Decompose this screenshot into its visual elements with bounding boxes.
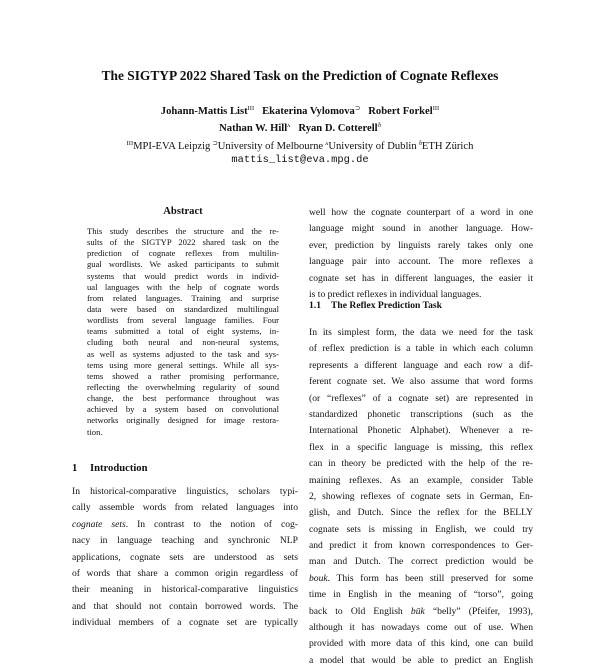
text-line: standardized phonetic transcriptions (such as the [309,408,533,420]
affiliation [325,141,417,152]
emphasized-term: bouk [309,572,328,584]
contact-email: mattis_list@eva.mpg.de [231,154,369,166]
right-column-text [309,205,533,303]
text-line: from related languages. Training and surprise [87,292,279,303]
text-line: tems showed a rather promising performance, [87,370,279,381]
affiliation [419,141,474,152]
text-line: prediction of cognate reflexes from multilin- [87,248,279,259]
text-line: ever, prediction by linguists rarely takes only one [309,239,533,251]
author-name: Robert Forkel$^{III}$ [368,105,440,117]
affiliation-name: ETH Zürich [421,141,474,152]
text-line: maining reflexes. As an example, consider Table [309,474,533,486]
emphasized-term: būk [410,605,425,617]
text-line: and predict it from known correspondences to Ger- [309,540,533,552]
affiliation-mark: III [126,140,134,147]
affiliation-mark: ⊃ [212,140,218,147]
reflex-task-text [309,325,533,669]
affiliation-mark: ð [377,122,381,129]
text-line: networks originally designed for image restora- [87,415,279,426]
text-line: nacy in language teaching and synchronic NLP [72,535,298,547]
affiliation-name: MPI-EVA Leipzig [133,141,211,152]
text-line: glish, and Dutch. Since the reflex for the BELLY [309,507,533,519]
text-line: cluding both neural and non-neural systems, [87,337,279,348]
subsection-reflex-prediction-heading [309,300,442,311]
affiliation-mark: ʌ [287,122,291,129]
text-line: of reflex prediction is a table in which each column [309,343,533,355]
paper-title: The SIGTYP 2022 Shared Task on the Prediction of Cognate Reflexes [101,68,499,83]
author-name: Ekaterina Vylomova⊃ [262,105,361,117]
text-line: provided with more data of this kind, one can build [309,638,533,650]
text-line: although it has nowadays come out of use. When [309,622,533,634]
text-line: well how the cognate counterpart of a word in one [309,207,533,218]
text-line: man and Dutch. The correct prediction would be [309,556,533,568]
text-line: back to Old English būk “belly” (Pfeifer, 1993), [309,605,533,617]
text-line: ferent cognate set. We also assume that word forms [309,376,533,388]
text-line: In its simplest form, the data we need for the task [309,327,533,338]
text-line: represents a different language and each row a dif- [309,359,533,371]
text-line: In historical-comparative linguistics, scholars typi- [72,486,298,497]
text-line: as well as systems adjusted to the task and sys- [87,348,279,359]
text-line: is to predict reflexes in individual languages. [309,288,482,300]
text-line: sults of the SIGTYP 2022 shared task on the [87,237,279,248]
text-line: wordlists from several language families. Four [87,315,279,326]
text-line: a model that would be able to predict an English [309,654,533,666]
text-line: of words that share a common origin regardless of [72,567,298,579]
affiliations [0,139,600,152]
text-line: cognate set has in different languages, the easier it [309,272,533,284]
introduction-text [72,484,298,632]
emphasized-term: cognate sets [72,518,126,530]
text-line: language pair into account. The more reflexes a [309,256,533,268]
section-title: Introduction [90,463,148,474]
text-line: teams submitted a total of eight systems, in- [87,326,279,337]
text-line: and that should not contain borrowed words. The [72,600,298,612]
author-name: Nathan W. Hill$^ʌ$ [219,122,291,134]
text-line: change, the best performance throughout was [87,393,279,404]
text-line: applications, cognate sets are understood as sets [72,551,298,563]
abstract-heading: Abstract [163,206,203,217]
section-introduction-heading [72,463,148,474]
subsection-title: The Reflex Prediction Task [331,300,442,311]
text-line: systems that would predict words in individ- [87,270,279,281]
text-line: language might sound in another language. How- [309,223,533,235]
affiliation-name: University of Dublin [328,141,417,152]
affiliation-mark: ð [418,140,422,147]
text-line: 2, showing reflexes of cognate sets in German, En- [309,490,533,502]
affiliation-mark: III [432,105,440,112]
text-line: their meaning in historical-comparative linguistics [72,584,298,596]
text-line: cally assemble words from related languages into [72,502,298,514]
author-name: Ryan D. Cotterell$^ð$ [298,122,381,134]
text-line: International Phonetic Alphabet). Whenever a re- [309,425,533,437]
affiliation-mark: ⊃ [354,105,361,112]
affiliation-mark: III [247,105,255,112]
text-line: tems using more general settings. While all sys- [87,359,279,370]
author-row-1 [0,104,600,117]
text-line: achieved by a system based on convolutional [87,404,279,415]
text-line: data were based on standardized multilingual [87,303,279,314]
text-line: time in English in the meaning of “torso”, going [309,589,533,601]
text-line: bouk. This form has been still preserved for some [309,572,533,584]
text-line: individual members of a cognate set are typically [72,617,298,629]
text-line: This study describes the structure and the re- [87,226,279,236]
abstract-body [87,226,279,438]
section-number: 1 [72,463,78,474]
text-line: flex in a specific language is missing, this reflex [309,441,533,453]
author-row-2 [0,122,600,134]
affiliation-mark: ʌ [325,140,329,147]
text-line: reflecting the overwhelming regularity of sound [87,381,279,392]
text-line: gual wordlists. We asked participants to submit [87,259,279,270]
affiliation-name: University of Melbourne [217,141,324,152]
author-name: Johann-Mattis List$^{III}$ [160,105,255,117]
text-line: tion. [87,426,103,437]
text-line: (or “reflexes” of a cognate set) are represented in [309,392,533,404]
text-line: cognate sets is missing in English, we could try [309,523,533,535]
text-line: can in theory be predicted with the help of the re- [309,458,533,470]
text-line: cognate sets. In contrast to the notion of cog- [72,518,298,530]
text-line: ual languages with the help of cognate words [87,281,279,292]
affiliation [127,141,211,152]
subsection-number: 1.1 [309,300,321,311]
affiliation [212,141,323,152]
